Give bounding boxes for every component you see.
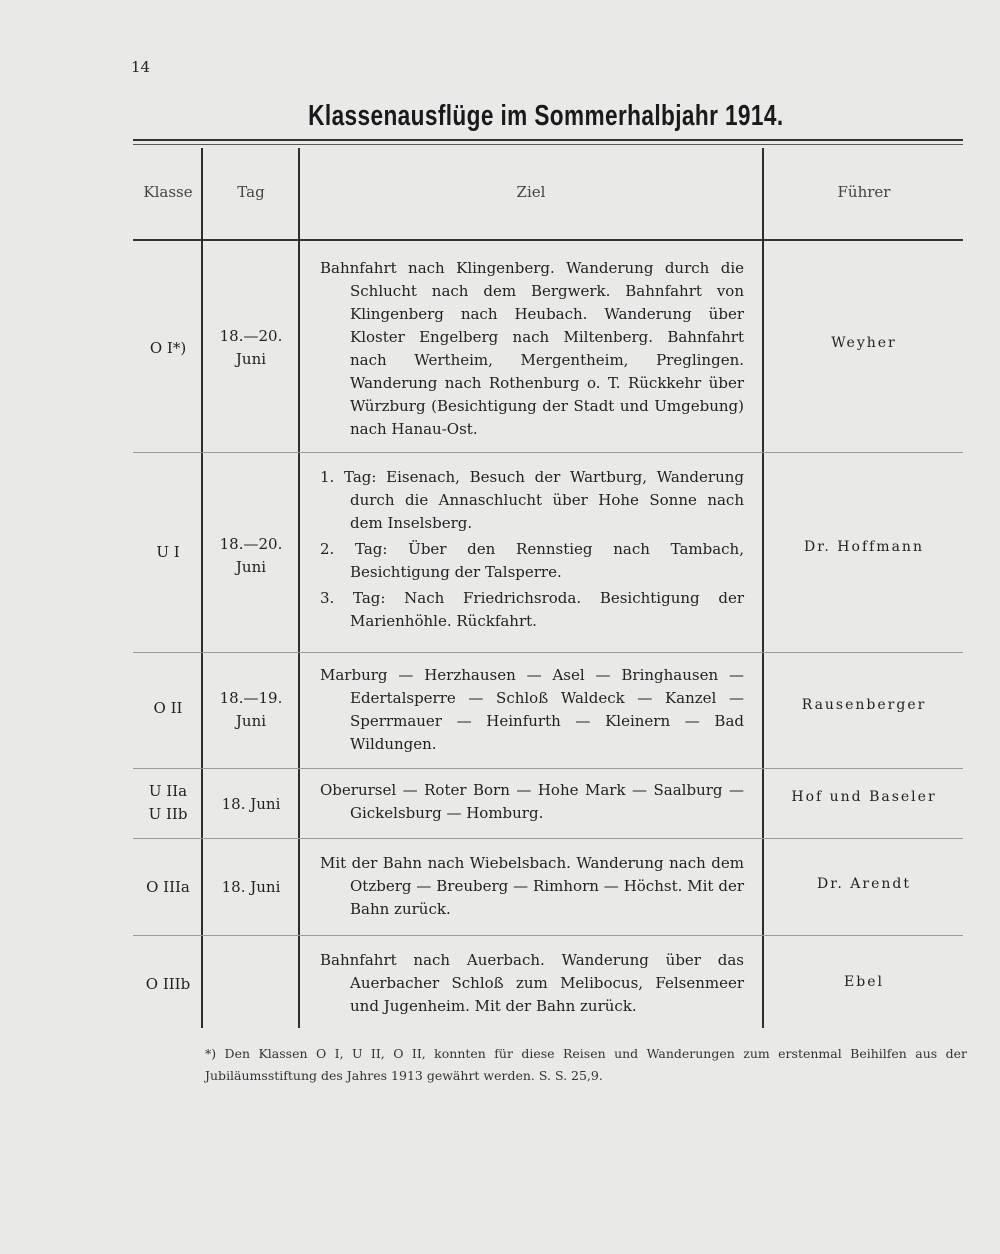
row-separator — [133, 838, 963, 839]
klasse-line: O IIIa — [146, 878, 190, 896]
cell-klasse — [135, 973, 201, 996]
header-ziel: Ziel — [516, 183, 546, 201]
cell-ziel — [320, 257, 744, 444]
ziel-text: Mit der Bahn nach Wiebelsbach. Wanderung nach dem Otzberg — Breuberg — Rimhorn — Höchst. Mit der Bahn zurück. — [320, 854, 744, 918]
cell-fuehrer: Weyher — [831, 335, 897, 351]
cell-ziel — [320, 466, 744, 636]
cell-fuehrer: Ebel — [844, 974, 884, 990]
tag-line: 18.—19. — [219, 689, 283, 707]
header-tag: Tag — [237, 183, 265, 201]
cell-ziel — [320, 949, 744, 1021]
ziel-text: Bahnfahrt nach Auerbach. Wanderung über das Auerbacher Schloß zum Melibocus, Felsenmeer und Jugenheim. Mit der Bahn zurück. — [320, 951, 744, 1015]
tag-line: 18.—20. — [219, 535, 283, 553]
ziel-text: 2. Tag: Über den Rennstieg nach Tambach, Besichtigung der Talsperre. — [320, 540, 744, 581]
cell-tag — [204, 793, 298, 816]
tag-line: Juni — [235, 350, 267, 368]
column-divider-3 — [762, 148, 764, 1028]
header-fuehrer: Führer — [837, 183, 891, 201]
row-separator — [133, 935, 963, 936]
tag-line: Juni — [235, 558, 267, 576]
column-divider-1 — [201, 148, 203, 1028]
cell-tag — [204, 687, 298, 733]
top-rule — [133, 139, 963, 141]
cell-fuehrer: Hof und Baseler — [791, 789, 937, 805]
ziel-text: Oberursel — Roter Born — Hohe Mark — Saalburg — Gickelsburg — Homburg. — [320, 781, 744, 822]
klasse-line: U I — [156, 543, 180, 561]
klasse-line: O II — [153, 699, 183, 717]
column-divider-2 — [298, 148, 300, 1028]
cell-fuehrer: Dr. Arendt — [817, 876, 911, 892]
ziel-text: Bahnfahrt nach Klingenberg. Wanderung durch die Schlucht nach dem Bergwerk. Bahnfahrt von Klingenberg nach Heubach. Wanderung über Kloster Engelberg nach Miltenberg. Bahnfahrt nach Wertheim, Mergentheim, Preglingen. Wanderung nach Rothenburg o. T. Rückkehr über Würzburg (Besichtigung der Stadt und Umgebung) nach Hanau-Ost. — [320, 259, 744, 438]
ziel-text: 1. Tag: Eisenach, Besuch der Wartburg, Wanderung durch die Annaschlucht über Hohe Sonne nach dem Inselsberg. — [320, 468, 744, 532]
cell-tag — [204, 533, 298, 579]
cell-klasse — [135, 337, 201, 360]
header-rule — [133, 239, 963, 241]
ziel-text: 3. Tag: Nach Friedrichsroda. Besichtigung der Marienhöhle. Rückfahrt. — [320, 589, 744, 630]
cell-klasse — [135, 541, 201, 564]
page-number: 14 — [131, 58, 151, 76]
top-rule-thin — [133, 144, 963, 145]
klasse-line: O IIIb — [145, 975, 191, 993]
klasse-line: U IIb — [148, 805, 188, 823]
cell-fuehrer: Rausenberger — [801, 697, 927, 713]
header-klasse: Klasse — [143, 183, 193, 201]
klasse-line: O I*) — [149, 339, 187, 357]
tag-line: 18.—20. — [219, 327, 283, 345]
cell-tag — [204, 876, 298, 899]
row-separator — [133, 652, 963, 653]
cell-ziel — [320, 852, 744, 924]
row-separator — [133, 768, 963, 769]
tag-line: 18. Juni — [221, 795, 281, 813]
cell-tag — [204, 325, 298, 371]
cell-fuehrer: Dr. Hoffmann — [804, 539, 924, 555]
klasse-line: U IIa — [148, 782, 188, 800]
ziel-text: Marburg — Herzhausen — Asel — Bringhausen — Edertalsperre — Schloß Waldeck — Kanzel — Sperrmauer — Heinfurth — Kleinern — Bad Wildungen. — [320, 666, 744, 753]
row-separator — [133, 452, 963, 453]
cell-klasse — [135, 780, 201, 826]
cell-ziel — [320, 779, 744, 828]
tag-line: Juni — [235, 712, 267, 730]
cell-klasse — [135, 697, 201, 720]
tag-line: 18. Juni — [221, 878, 281, 896]
page-title: Klassenausflüge im Sommerhalbjahr 1914. — [308, 100, 784, 132]
footnote — [135, 1043, 967, 1087]
cell-ziel — [320, 664, 744, 759]
cell-klasse — [135, 876, 201, 899]
footnote-text: *) Den Klassen O I, U II, O II, konnten für diese Reisen und Wanderungen zum erstenmal Beihilfen aus der Jubiläumsstiftung des Jahres 1913 gewährt werden. S. S. 25,9. — [205, 1046, 967, 1083]
